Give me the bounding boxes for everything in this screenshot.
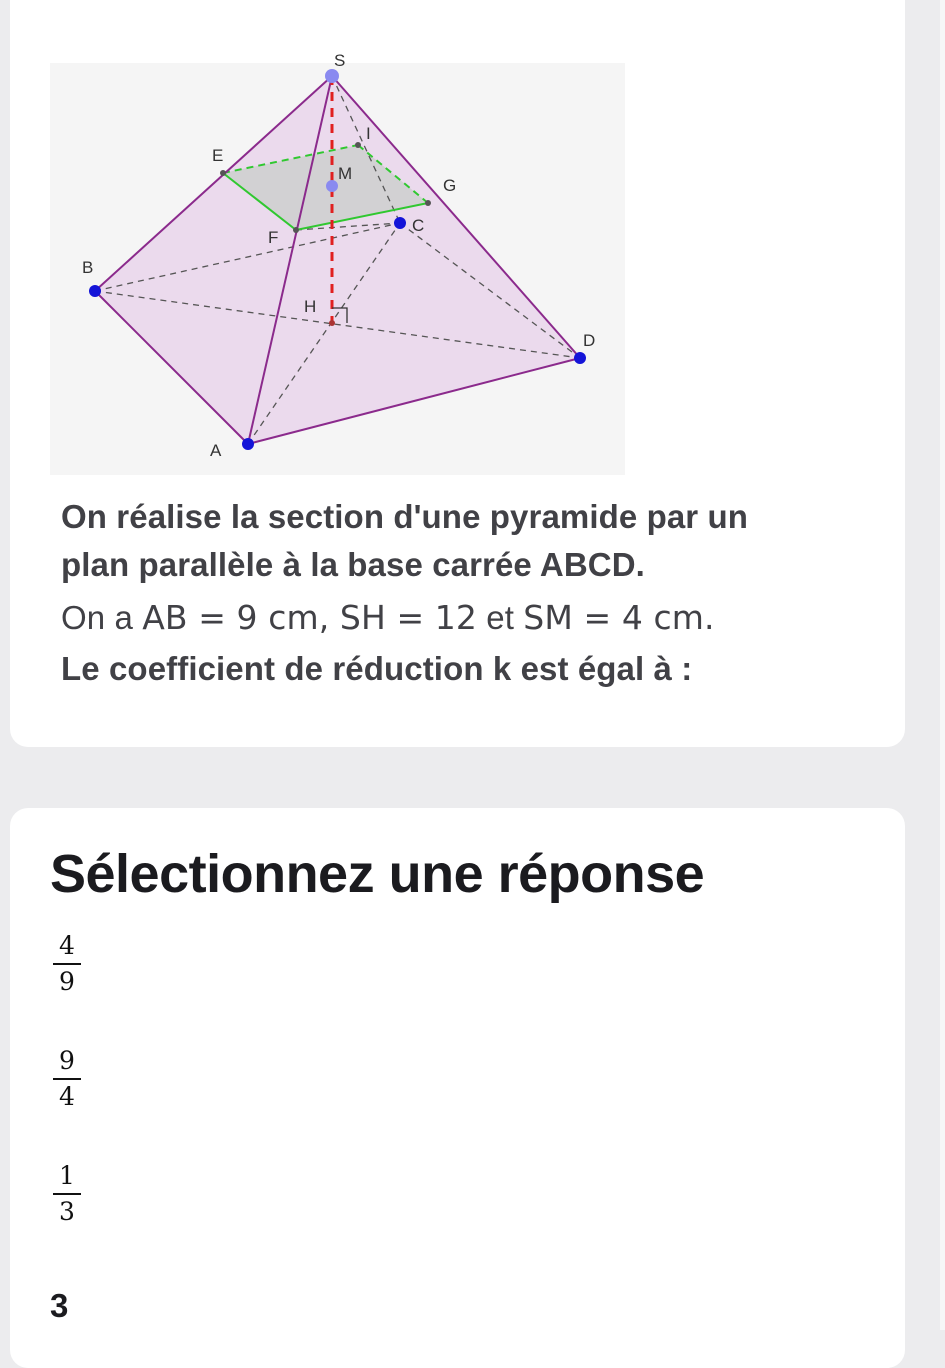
- label-b: B: [82, 258, 94, 277]
- point-m: [326, 180, 338, 192]
- denominator: 9: [59, 967, 75, 996]
- point-i: [355, 142, 361, 148]
- question-line-1: On réalise la section d'une pyramide par un: [61, 498, 749, 535]
- formula-sm: SM = 4 cm.: [523, 598, 715, 637]
- label-f: F: [268, 228, 279, 247]
- fraction: [54, 1160, 80, 1228]
- formula-ab-sh: AB = 9 cm, SH = 12: [142, 598, 477, 637]
- denominator: 4: [59, 1082, 75, 1111]
- point-f: [293, 227, 299, 233]
- numerator: 9: [59, 1046, 75, 1075]
- point-h: [329, 320, 335, 326]
- label-m: M: [338, 164, 353, 183]
- question-line-4: Le coefficient de réduction k est égal à :: [61, 650, 693, 687]
- fraction: [54, 930, 80, 998]
- fraction-bar: [53, 963, 81, 965]
- question-line-2: plan parallèle à la base carrée ABCD.: [61, 546, 645, 583]
- label-g: G: [443, 176, 457, 195]
- numerator: 4: [59, 931, 75, 960]
- fraction-bar: [53, 1193, 81, 1195]
- point-a: [242, 438, 254, 450]
- fraction-bar: [53, 1078, 81, 1080]
- label-e: E: [212, 146, 224, 165]
- label-s: S: [334, 51, 346, 70]
- point-s: [325, 69, 339, 83]
- point-b: [89, 285, 101, 297]
- answer-option-1-3[interactable]: [50, 1160, 650, 1240]
- point-d: [574, 352, 586, 364]
- label-h: H: [304, 297, 317, 316]
- scroll-edge: [940, 0, 945, 1330]
- answers-title: Sélectionnez une réponse: [50, 844, 705, 904]
- fraction: [54, 1045, 80, 1113]
- question-line-3: [61, 598, 715, 637]
- point-c: [394, 217, 406, 229]
- pyramid-figure: [50, 51, 625, 475]
- denominator: 3: [59, 1197, 75, 1226]
- pyramid-diagram: [50, 51, 625, 475]
- numerator: 1: [59, 1161, 75, 1190]
- question-line-3-et: et: [477, 599, 524, 636]
- point-g: [425, 200, 431, 206]
- answer-option-4-9[interactable]: [50, 930, 650, 1010]
- label-i: I: [366, 124, 371, 143]
- label-d: D: [583, 331, 596, 350]
- answer-text: 3: [50, 1287, 69, 1324]
- answer-option-9-4[interactable]: [50, 1045, 650, 1125]
- question-line-3-prefix: On a: [61, 599, 143, 636]
- label-c: C: [412, 216, 425, 235]
- pyramid-faces: [95, 76, 580, 444]
- answer-option-3[interactable]: [50, 1287, 650, 1327]
- label-a: A: [210, 441, 222, 460]
- point-e: [220, 170, 226, 176]
